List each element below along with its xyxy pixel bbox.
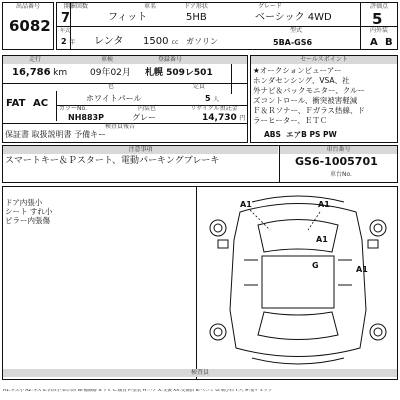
- inspector-notes: [5, 198, 52, 225]
- score: 5: [372, 10, 383, 28]
- inspect-value: 09年02月: [90, 68, 131, 78]
- inspect-notes-label: 検査員報告: [104, 123, 135, 130]
- count-label: 開催回数: [63, 3, 88, 10]
- inspector-note: ドア内張小: [5, 198, 43, 207]
- inspector-note: ピラー内張傷: [5, 216, 50, 225]
- ac-value: AC: [33, 98, 49, 109]
- right-mirror: [368, 240, 378, 248]
- year-label: 年式: [59, 28, 70, 34]
- inspector-note: シート すれ小: [5, 207, 53, 216]
- inspect-label: 車検: [100, 56, 113, 63]
- interior-value: グレー: [132, 113, 156, 122]
- car-name: フィット: [108, 12, 148, 23]
- shift-value: FAT: [6, 98, 26, 109]
- mileage-label: 走行: [28, 56, 41, 63]
- divider: [56, 26, 398, 27]
- left-mirror: [218, 240, 228, 248]
- damage-mark: A1: [356, 265, 368, 274]
- mileage-value: 16,786 km: [12, 67, 68, 78]
- damage-mark: A1: [318, 200, 330, 209]
- count-value: 7: [61, 11, 71, 26]
- cc-value: 1500 cc: [143, 36, 179, 47]
- damage-mark: G: [312, 261, 319, 270]
- interior-exterior-label: 内外装: [369, 27, 388, 34]
- sales-line: ズコントロール、衝突被害軽減: [253, 96, 358, 105]
- interior-label: 内装色: [137, 105, 156, 112]
- docs-line: 保証書 取扱説明書 予備キー: [5, 130, 107, 139]
- recycle-label: リサイクル預託金: [190, 105, 238, 112]
- model-value: 5BA-GS6: [273, 38, 313, 47]
- use-value: レンタ: [94, 36, 124, 47]
- sales-line: ★オークションビューアー: [253, 66, 342, 75]
- door-type: 5HB: [186, 12, 207, 23]
- score-label: 評価点: [369, 3, 388, 10]
- footer-legend: A1:キズ小 A2:キズ E:凹み小 U:凹み W:補修跡 S:サビ C:腐食 P:塗装 H:ハゲ X:交換 XX:交換済 B:ヘコミ G:飛び石 Y:穴 ※:要チェック: [3, 389, 273, 393]
- rear-window: [258, 312, 338, 340]
- sales-line: 外ナビ＆バックモニター、クルー: [253, 86, 365, 95]
- colorno-value: NH883P: [68, 113, 104, 122]
- lot-number-label: 出品番号: [15, 3, 40, 10]
- chassis-number: GS6-1005701: [295, 155, 378, 168]
- chassis-sub-label: 車台No.: [330, 171, 352, 178]
- doors-label: ドア形状: [184, 3, 208, 10]
- divider: [196, 186, 197, 380]
- seats-label: 定員: [192, 83, 205, 90]
- fuel-value: ガソリン: [186, 37, 218, 46]
- color-value: ホワイトパール: [86, 94, 142, 103]
- sales-line: ラーヒーター、ＥＴＣ: [253, 116, 328, 125]
- lot-number-box: [2, 2, 54, 50]
- grade-label: グレード: [257, 3, 282, 10]
- rear-bumper: [252, 358, 344, 364]
- sales-line: ホンダセンシング、VSA、社: [253, 76, 350, 85]
- lot-number: 6082: [9, 17, 51, 35]
- car-diagram: [200, 190, 396, 370]
- car-body-outline: [230, 204, 366, 357]
- notes-text: スマートキー＆Ｐスタート、電動パーキングブレーキ: [5, 156, 220, 166]
- chassis-label: 車台番号: [280, 146, 397, 154]
- equipment-line: ABS エアB PS PW: [264, 130, 337, 139]
- damage-mark: A1: [316, 235, 328, 244]
- divider: [360, 2, 361, 50]
- seats-value: 5 人: [205, 94, 220, 103]
- damage-mark: A1: [240, 200, 252, 209]
- model-label: 型式: [289, 27, 302, 34]
- recycle-value: 14,730 円: [202, 113, 246, 123]
- front-bumper: [252, 196, 344, 202]
- sales-line: Ｆ＆Ｒソナー、Ｆガラス热線、ド: [253, 106, 365, 115]
- color-label: 色: [107, 83, 114, 90]
- name-label: 車名: [143, 3, 156, 10]
- roof: [262, 256, 334, 308]
- divider: [56, 91, 57, 121]
- interior-score: A: [370, 37, 378, 48]
- notes-label: 注意事項: [3, 146, 278, 154]
- sales-point-label: セールスポイント: [251, 56, 397, 64]
- divider: [231, 64, 232, 94]
- exterior-score: B: [385, 37, 393, 48]
- reg-label: 登録番号: [157, 56, 182, 63]
- reg-value: 札幌 509レ501: [145, 68, 213, 78]
- sales-point-lines: [253, 66, 397, 126]
- year-value: 2 年: [61, 37, 76, 46]
- colorno-label: カラーNo.: [59, 105, 87, 112]
- grade: ベーシック 4WD: [255, 12, 332, 23]
- footer-label: 検査員: [3, 369, 397, 377]
